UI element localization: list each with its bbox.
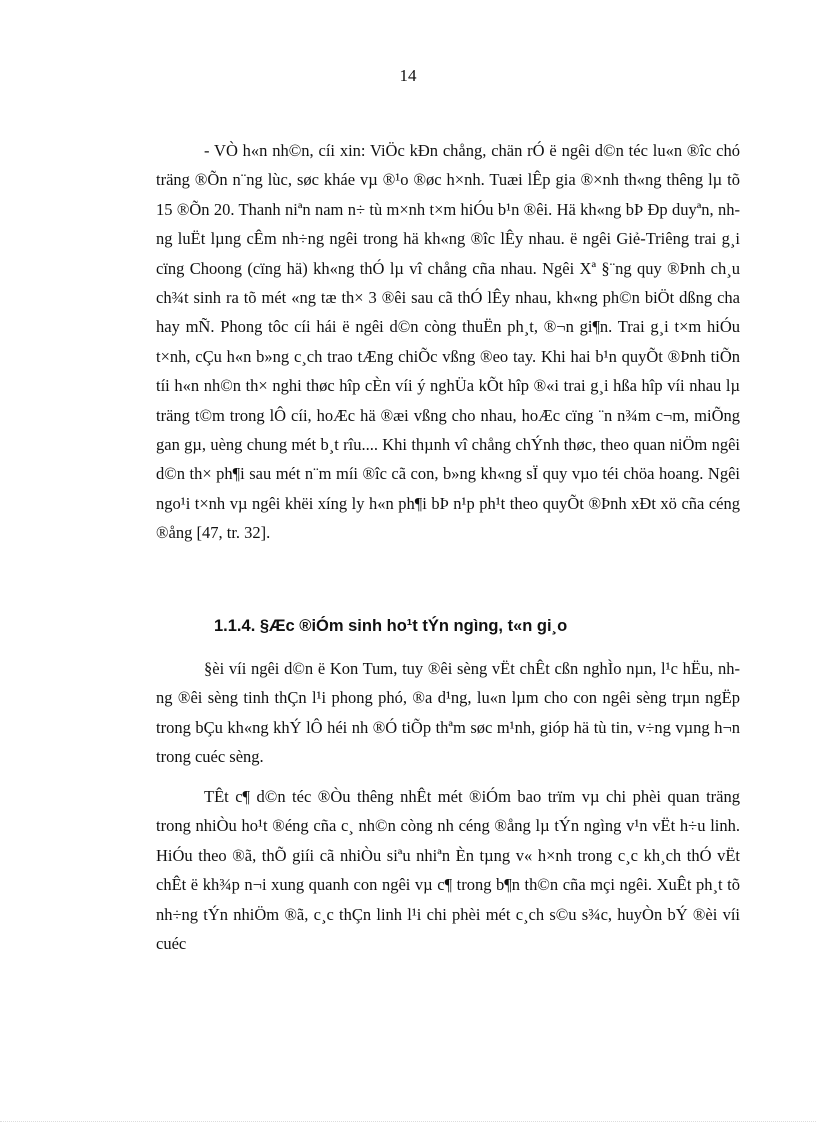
paragraph-spiritual-life: §èi víi ngêi d©n ë Kon Tum, tuy ®êi sèng vËt chÊt cßn nghÌo nµn, l¹c hËu, nhng ®êi sèng tinh thÇn l¹i phong phó, ®a d¹ng, lu«n lµm cho con ngêi sèng trµn ngËp trong bÇu kh«ng khÝ lÔ héi nh ®Ó tiÕp thªm søc m¹nh, gióp hä tù tin, v÷ng vµng h¬n trong cuéc sèng. [156, 659, 740, 767]
paragraph-marriage: - VÒ h«n nh©n, cíi xin: ViÖc kÐn chång, chän rÓ ë ngêi d©n téc lu«n ®îc chó träng ®Õn n¨ng lùc, søc kháe vµ ®¹o ®øc h×nh. Tuæi lÊp gia ®×nh th«ng thêng lµ tõ 15 ®Õn 20. Thanh niªn nam n÷ tù m×nh t×m hiÓu b¹n ®êi. Hä kh«ng bÞ Ðp duyªn, nhng luËt lµng cÊm nh÷ng ngêi trong hä kh«ng ®îc lÊy nhau. ë ngêi Giẻ-Triêng trai g¸i cïng Choong (cïng hä) kh«ng thÓ lµ vî chång cña nhau. Ngêi Xª §¨ng quy ®Þnh ch¸u ch¾t sinh ra tõ mét «ng tæ th× 3 ®êi sau cã thÓ lÊy nhau, kh«ng ph©n biÖt dßng cha hay mÑ. Phong tôc cíi hái ë ngêi d©n còng thuËn ph¸t, ®¬n gi¶n. Trai g¸i t×m hiÓu t×nh, cÇu h«n b»ng c¸ch trao tÆng chiÕc vßng ®eo tay. Khi hai b¹n quyÕt ®Þnh tiÕn tíi h«n nh©n th× nghi thøc hîp cÈn víi ý nghÜa kÕt hîp ®«i trai g¸i hßa hîp víi nhau lµ träng t©m trong lÔ cíi, hoÆc hä ®æi vßng cho nhau, hoÆc cïng ¨n n¾m c¬m, miÕng gan gµ, uèng chung mét b¸t rîu.... Khi thµnh vî chång chÝnh thøc, theo quan niÖm ngêi d©n th× ph¶i sau mét n¨m míi ®îc cã con, b»ng kh«ng sÏ quy vµo téi chöa hoang. Ngêi ngo¹i t×nh vµ ngêi khëi xíng ly h«n ph¶i bÞ n¹p ph¹t theo quyÕt ®Þnh xÐt xö cña céng ®ång [47, tr. 32]. [156, 141, 740, 543]
page-bottom-border [0, 1121, 816, 1122]
document-body [156, 136, 740, 958]
section-heading: 1.1.4. §Æc ®iÓm sinh ho¹t tÝn ngìng, t«n gi¸o [214, 617, 568, 635]
page-number: 14 [399, 66, 417, 85]
paragraph-beliefs: TÊt c¶ d©n téc ®Òu thêng nhÊt mét ®iÓm bao trïm vµ chi phèi quan träng trong nhiÒu ho¹t ®éng cña c¸ nh©n còng nh céng ®ång lµ tÝn ngìng v¹n vËt h÷u linh. HiÓu theo ®ã, thÕ giíi cã nhiÒu siªu nhiªn Èn tµng v« h×nh trong c¸c kh¸ch thÓ vËt chÊt ë kh¾p n¬i xung quanh con ngêi vµ c¶ trong b¶n th©n cña mçi ngêi. XuÊt ph¸t tõ nh÷ng tÝn nhiÖm ®ã, c¸c thÇn linh l¹i chi phèi mét c¸ch s©u s¾c, huyÒn bÝ ®èi víi cuéc [156, 787, 740, 954]
